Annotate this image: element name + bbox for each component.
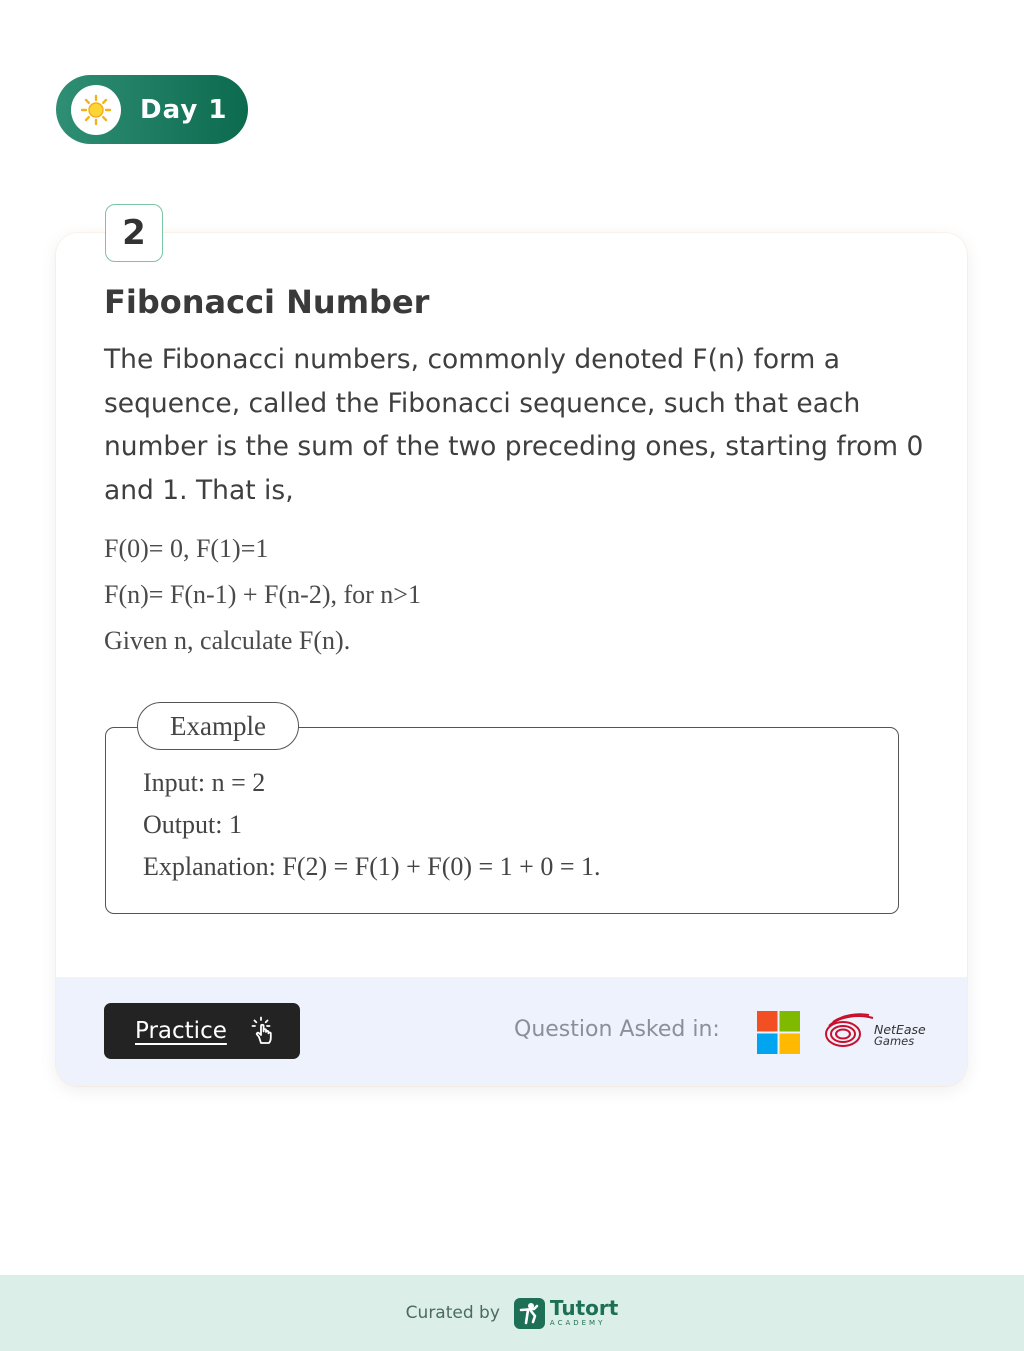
tutort-logo-icon bbox=[514, 1298, 545, 1329]
curated-label: Curated by bbox=[405, 1303, 500, 1323]
tutort-academy: ACADEMY bbox=[549, 1319, 606, 1327]
practice-label: Practice bbox=[135, 1018, 227, 1044]
day-label: Day 1 bbox=[140, 94, 228, 125]
microsoft-logo bbox=[757, 1011, 800, 1058]
asked-in-label: Question Asked in: bbox=[514, 1017, 720, 1042]
problem-description: The Fibonacci numbers, commonly denoted F(n) form a sequence, called the Fibonacci sequence, such that each number is the sum of the two preceding ones, starting from 0 and 1. That is, bbox=[104, 344, 924, 506]
day-badge bbox=[56, 75, 248, 144]
svg-text:NetEase: NetEase bbox=[874, 1022, 926, 1037]
tutort-name: Tutort bbox=[549, 1296, 619, 1320]
example-tab: Example bbox=[137, 702, 299, 750]
example-input: Input: n = 2 bbox=[143, 768, 266, 797]
task-statement: Given n, calculate F(n). bbox=[104, 626, 351, 655]
svg-text:Games: Games bbox=[874, 1034, 915, 1048]
netease-games-logo bbox=[823, 1012, 927, 1056]
practice-button[interactable] bbox=[104, 1003, 300, 1059]
problem-number: 2 bbox=[105, 204, 163, 262]
tap-hand-icon bbox=[251, 1016, 277, 1046]
curated-banner bbox=[0, 1275, 1024, 1351]
example-explanation: Explanation: F(2) = F(1) + F(0) = 1 + 0 = 1. bbox=[143, 852, 601, 881]
tutort-wordmark bbox=[550, 1298, 618, 1328]
example-output: Output: 1 bbox=[143, 810, 242, 839]
formula-base-cases: F(0)= 0, F(1)=1 bbox=[104, 534, 269, 563]
sun-icon bbox=[71, 85, 121, 135]
problem-title: Fibonacci Number bbox=[104, 283, 430, 321]
formula-recurrence: F(n)= F(n-1) + F(n-2), for n>1 bbox=[104, 580, 421, 609]
